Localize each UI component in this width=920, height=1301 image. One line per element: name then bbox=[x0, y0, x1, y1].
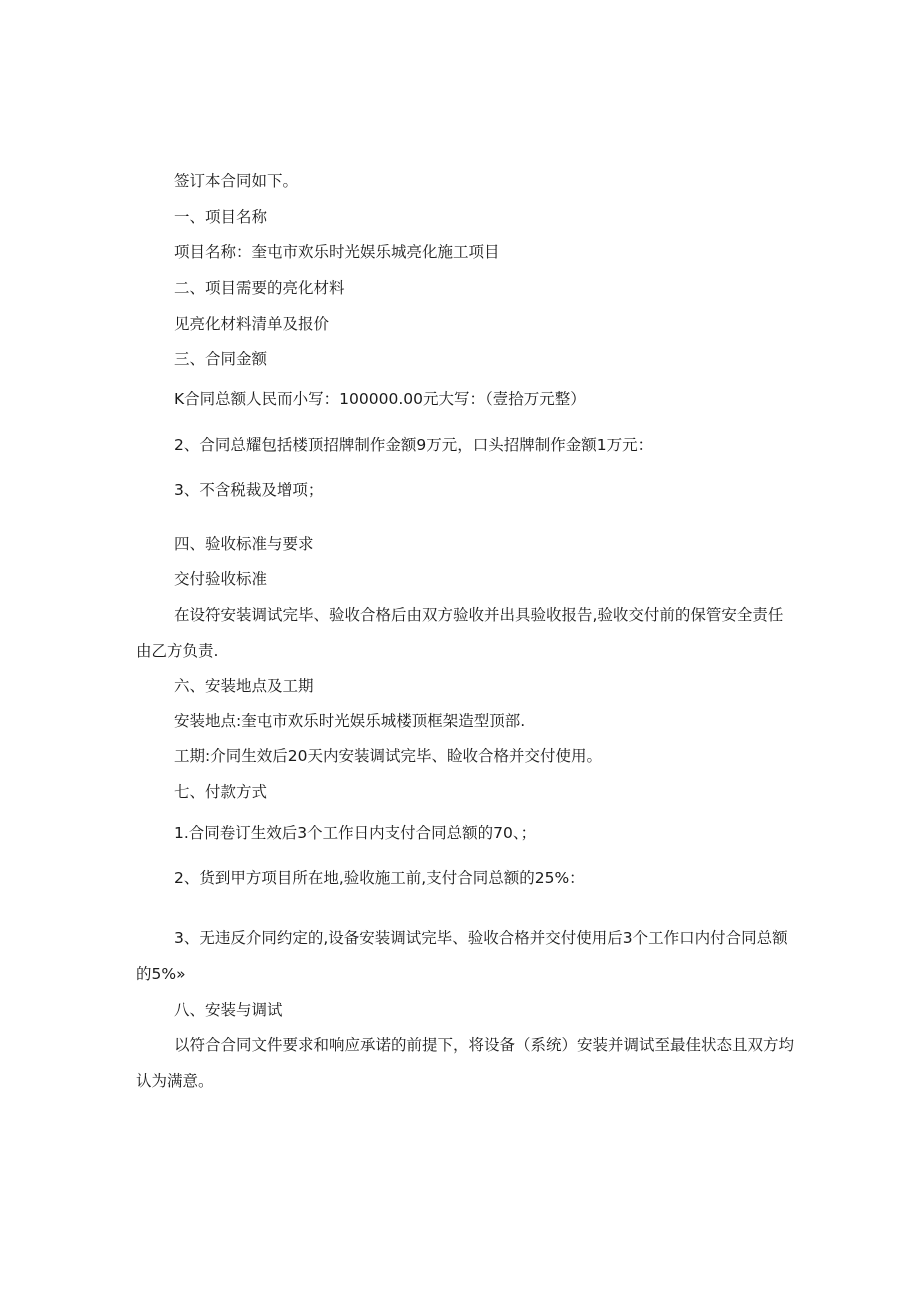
payment-line-2: 2、货到甲方项目所在地,验收施工前,支付合同总额的25%： bbox=[174, 869, 585, 887]
section-heading-7: 七、付款方式 bbox=[174, 783, 268, 801]
section-heading-4: 四、验收标准与要求 bbox=[174, 535, 314, 553]
section-heading-8: 八、安装与调试 bbox=[174, 1001, 283, 1019]
section-heading-6: 六、安装地点及工期 bbox=[174, 677, 314, 695]
payment-line-1: 1.合同卷订生效后3个工作日内支付合同总额的70、； bbox=[174, 824, 537, 842]
intro-line: 签订本合同如下。 bbox=[174, 172, 299, 190]
section-heading-1: 一、项目名称 bbox=[174, 208, 268, 226]
location-line: 安装地点:奎屯市欢乐时光娱乐城楼顶框架造型顶部. bbox=[174, 712, 526, 730]
section-heading-2: 二、项目需要的亮化材料 bbox=[174, 279, 345, 297]
acceptance-subheading: 交付验收标准 bbox=[174, 570, 268, 588]
section-heading-3: 三、合同金额 bbox=[174, 350, 268, 368]
amount-line-2: 2、合同总耀包括楼顶招牌制作金额9万元，口头招牌制作金额1万元： bbox=[174, 436, 654, 454]
acceptance-paragraph: 在设符安装调试完毕、验收合格后由双方验收并出具验收报告,验收交付前的保管安全责任由乙方负责. bbox=[136, 606, 784, 660]
materials-line: 见亮化材料清单及报价 bbox=[174, 315, 330, 333]
amount-line-3: 3、不含税裁及增项； bbox=[174, 481, 324, 499]
amount-line-1: K合同总额人民而小写：100000.00元大写：（壹拾万元整） bbox=[174, 390, 586, 408]
installation-paragraph: 以符合合同文件要求和响应承诺的前提下，将设备（系统）安装并调试至最佳状态且双方均认为满意。 bbox=[136, 1036, 795, 1090]
payment-line-3: 3、无违反介同约定的,设备安装调试完毕、验收合格并交付使用后3个工作口内付合同总额的5%» bbox=[136, 929, 788, 983]
schedule-line: 工期:介同生效后20天内安装调试完毕、睑收合格并交付使用。 bbox=[174, 747, 602, 765]
project-name-line: 项目名称：奎屯市欢乐时光娱乐城亮化施工项目 bbox=[174, 243, 500, 261]
